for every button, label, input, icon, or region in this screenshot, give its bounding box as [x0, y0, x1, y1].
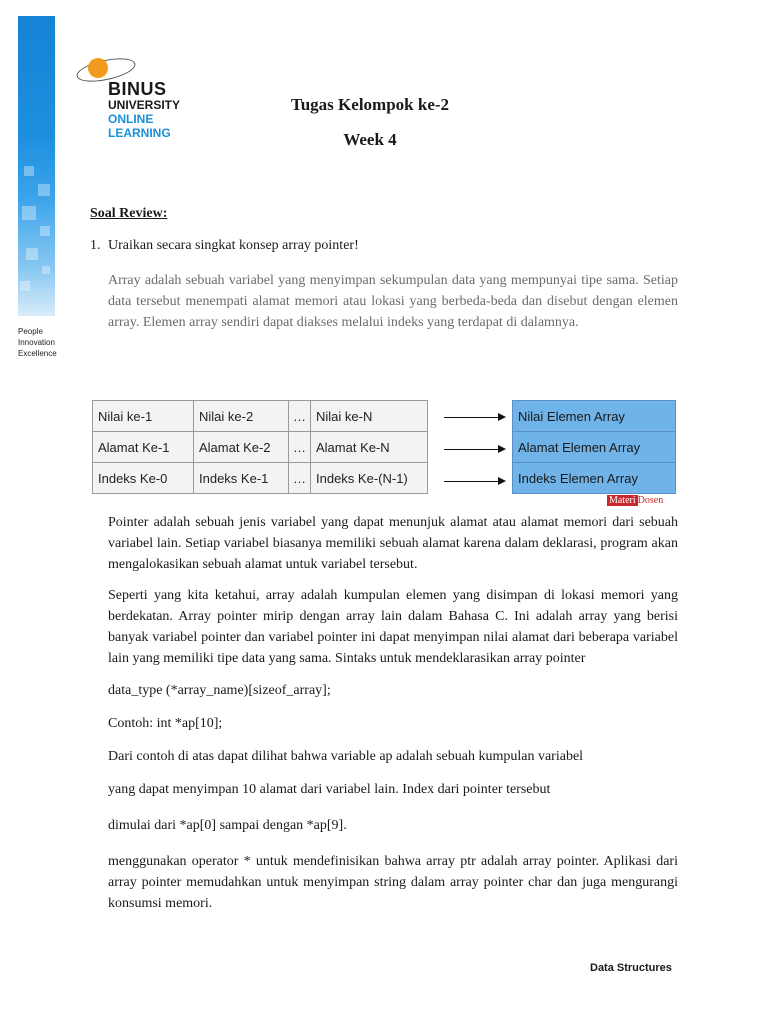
explanation-line: yang dapat menyimpan 10 alamat dari variabel lain. Index dari pointer tersebut: [108, 782, 551, 797]
grid-cell-ellipsis: …: [289, 432, 311, 463]
logo-online: ONLINE: [108, 112, 154, 126]
document-title: Tugas Kelompok ke-2: [290, 95, 450, 114]
paragraph-application: menggunakan operator * untuk mendefinisikan bahwa array ptr adalah array pointer. Aplikasi dari array pointer memudahkan untuk menyimpan string dalam array pointer char dan juga mengurangi konsumsi memori.: [108, 854, 678, 911]
tagline-line: Innovation: [18, 338, 55, 347]
tagline: [18, 326, 57, 359]
logo-university: UNIVERSITY: [108, 98, 181, 112]
grid-cell: Indeks Ke-(N-1): [311, 463, 428, 494]
label-index: Indeks Elemen Array: [513, 463, 676, 494]
label-value: Nilai Elemen Array: [513, 401, 676, 432]
paragraph-pointer: Pointer adalah sebuah jenis variabel yang dapat menunjuk alamat atau alamat memori dari sebuah variabel lain. Setiap variabel biasanya memiliki sebuah alamat karena dalam deklarasi, program akan mengalokasikan sebuah alamat untuk variabel tersebut.: [108, 515, 678, 572]
grid-cell: Nilai ke-2: [194, 401, 289, 432]
tagline-line: People: [18, 327, 43, 336]
grid-cell: Indeks Ke-0: [93, 463, 194, 494]
grid-cell: Alamat Ke-2: [194, 432, 289, 463]
logo-learning: LEARNING: [108, 126, 171, 140]
answer-intro: Array adalah sebuah variabel yang menyimpan sekumpulan data yang mempunyai tipe sama. Setiap data tersebut menempati alamat memori atau lokasi yang berbeda-beda dan disebut dengan elemen array. Elemen array sendiri dapat diakses melalui indeks yang terdapat di dalamnya.: [108, 273, 678, 330]
document-subtitle: Week 4: [343, 130, 397, 149]
logo-orb-icon: [88, 58, 108, 78]
source-watermark: [607, 495, 663, 506]
grid-cell: Alamat Ke-1: [93, 432, 194, 463]
question-item: [90, 238, 359, 254]
logo-brand: BINUS: [108, 79, 167, 99]
watermark-dosen: Dosen: [637, 495, 664, 506]
element-labels: [512, 400, 676, 494]
array-diagram: [92, 400, 682, 510]
page-footer: Data Structures: [590, 962, 672, 974]
question-number: 1.: [90, 238, 101, 253]
grid-row-addresses: [93, 432, 428, 463]
explanation-line: Dari contoh di atas dapat dilihat bahwa variable ap adalah sebuah kumpulan variabel: [108, 749, 584, 764]
grid-cell: Indeks Ke-1: [194, 463, 289, 494]
arrow-right-icon: [444, 481, 504, 482]
grid-cell-ellipsis: …: [289, 401, 311, 432]
example-line: Contoh: int *ap[10];: [108, 716, 223, 731]
explanation-line: dimulai dari *ap[0] sampai dengan *ap[9].: [108, 818, 347, 833]
grid-row-indexes: [93, 463, 428, 494]
array-grid: [92, 400, 428, 494]
arrow-right-icon: [444, 417, 504, 418]
watermark-materi: Materi: [609, 495, 636, 506]
tagline-line: Excellence: [18, 349, 57, 358]
grid-row-values: [93, 401, 428, 432]
question-text: Uraikan secara singkat konsep array pointer!: [108, 238, 359, 253]
arrow-right-icon: [444, 449, 504, 450]
section-heading: Soal Review:: [90, 206, 168, 221]
grid-cell-ellipsis: …: [289, 463, 311, 494]
grid-cell: Nilai ke-1: [93, 401, 194, 432]
grid-cell: Alamat Ke-N: [311, 432, 428, 463]
syntax-line: data_type (*array_name)[sizeof_array];: [108, 683, 331, 698]
label-address: Alamat Elemen Array: [513, 432, 676, 463]
decorative-strip: [18, 16, 55, 316]
grid-cell: Nilai ke-N: [311, 401, 428, 432]
paragraph-array-pointer: Seperti yang kita ketahui, array adalah kumpulan elemen yang disimpan di lokasi memori yang berdekatan. Array pointer mirip dengan array lain dalam Bahasa C. Ini adalah array yang berisi banyak variabel pointer dan variabel pointer ini dapat menyimpan nilai alamat dari beberapa variabel lain yang memiliki tipe data yang sama. Sintaks untuk mendeklarasikan array pointer: [108, 588, 678, 666]
